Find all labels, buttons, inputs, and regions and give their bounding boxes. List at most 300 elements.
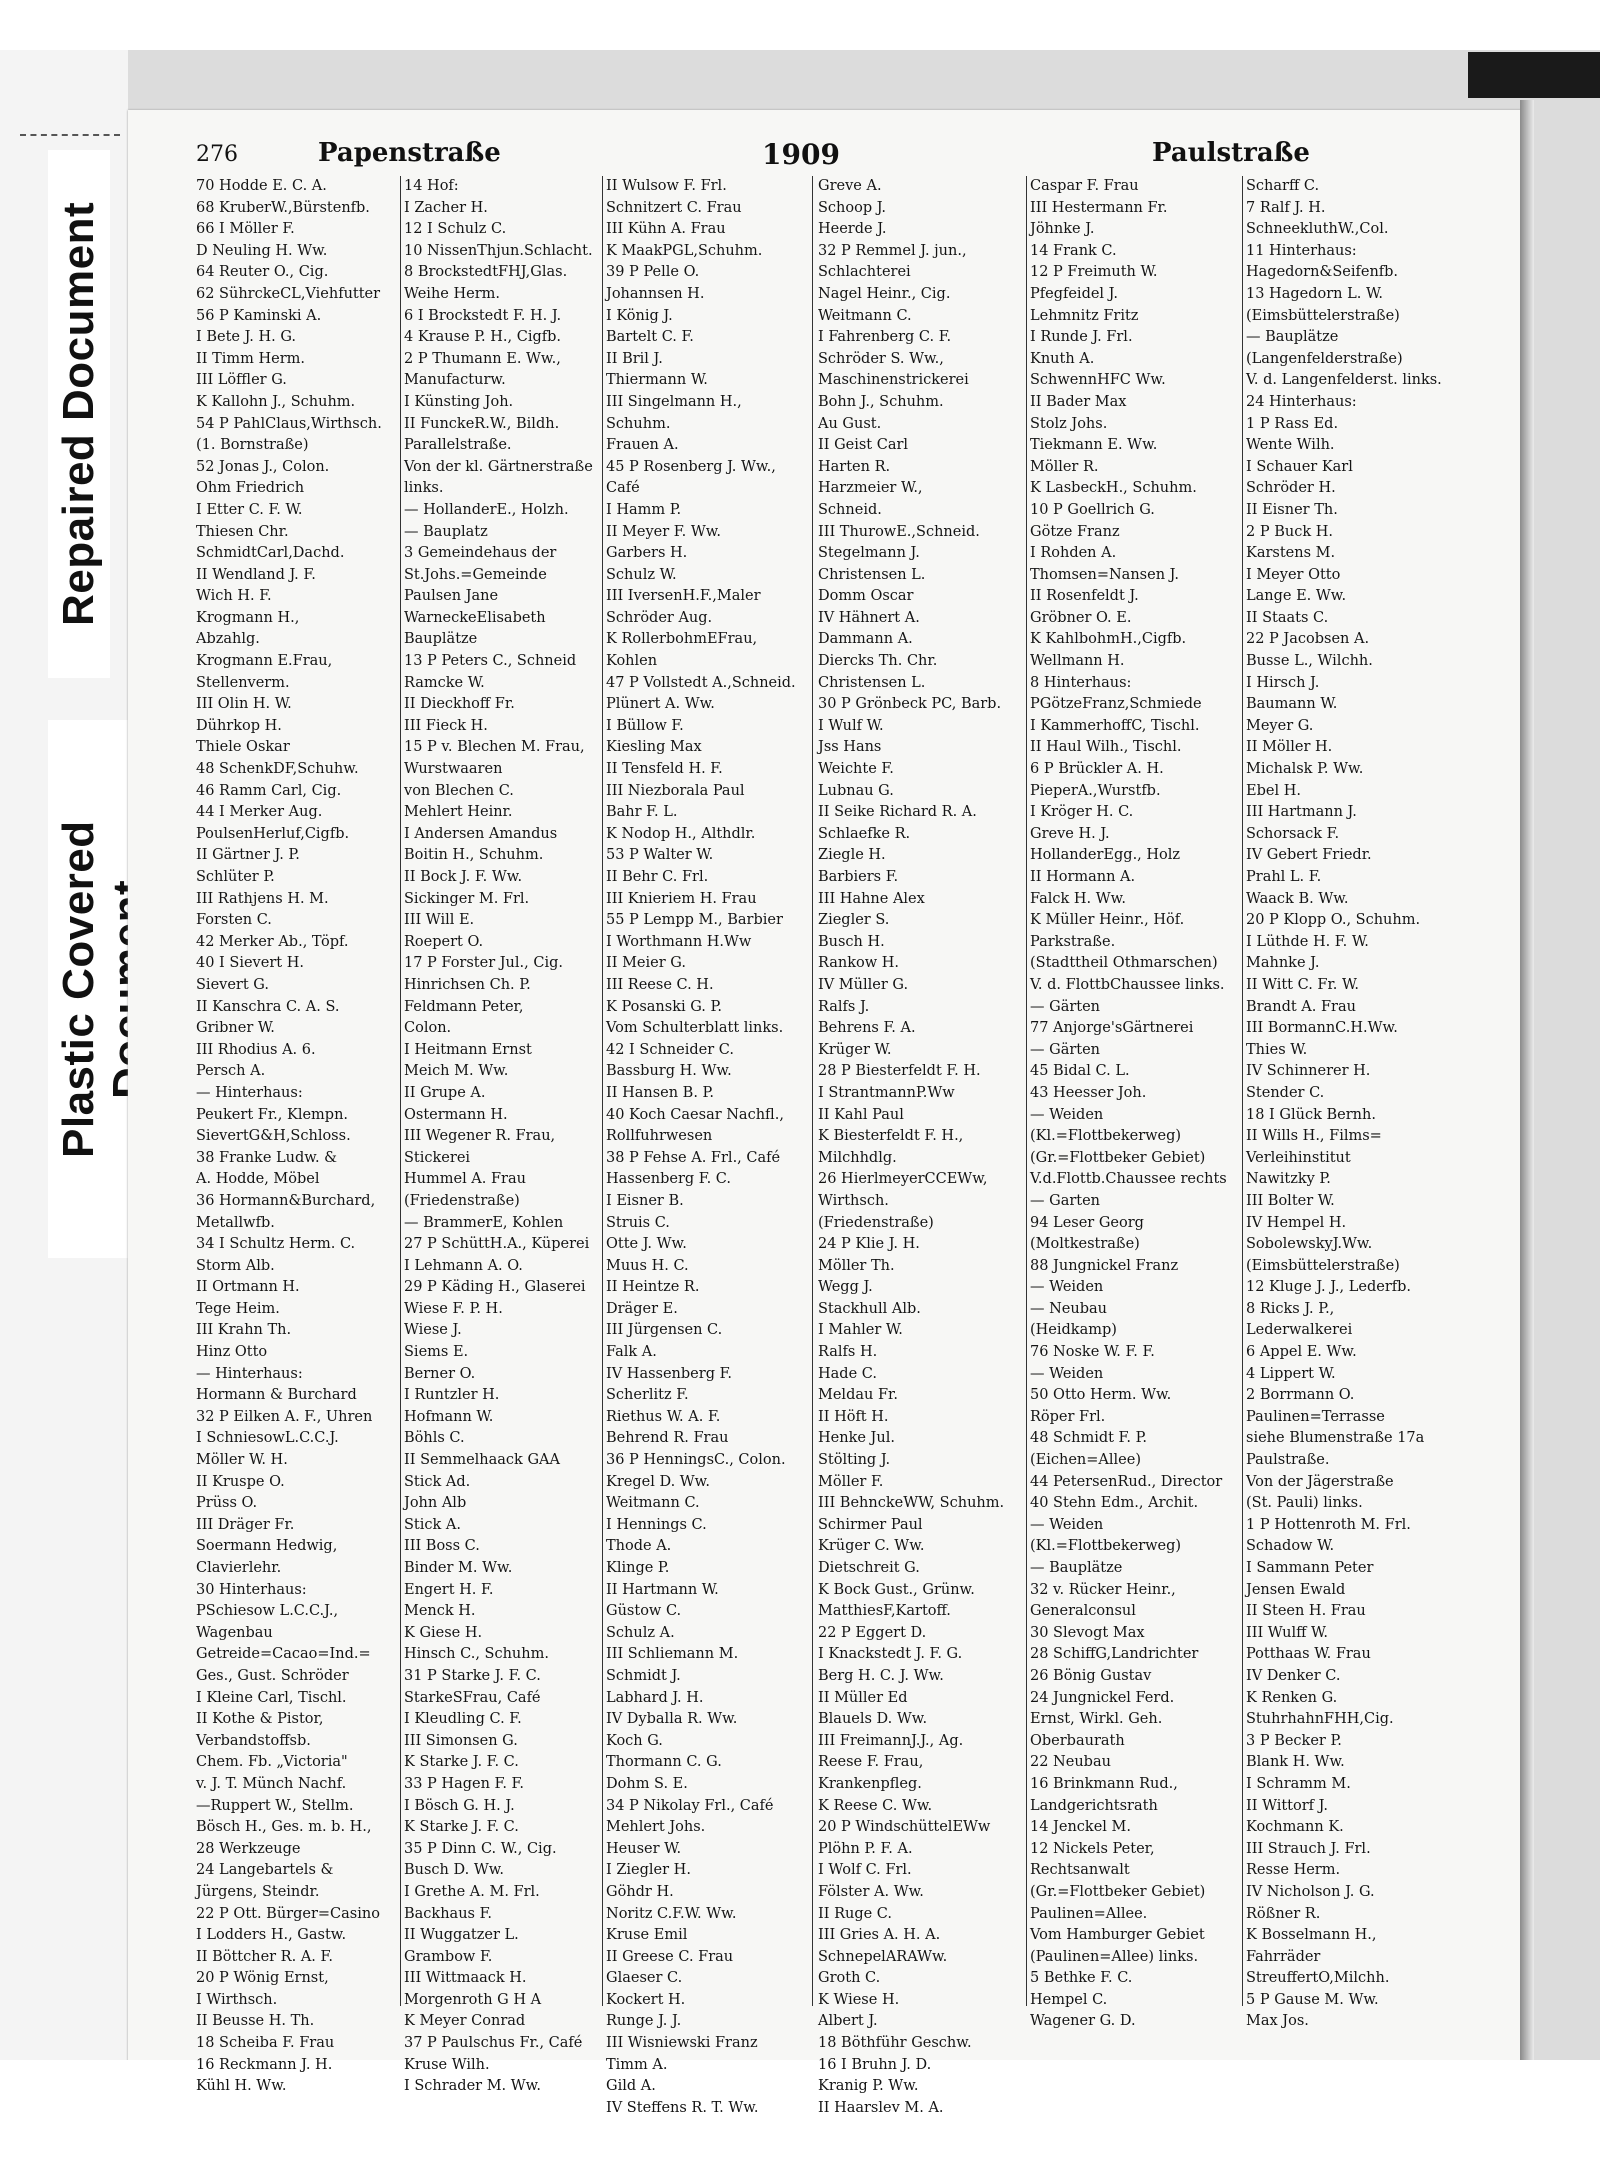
- directory-entry: (Friedenstraße): [818, 1214, 934, 1231]
- directory-entry: I Fahrenberg C. F.: [818, 329, 952, 346]
- directory-entry: I Lüthde H. F. W.: [1246, 933, 1369, 950]
- directory-entry: 6 P Brückler A. H.: [1030, 761, 1164, 778]
- directory-entry: IV Gebert Friedr.: [1246, 847, 1372, 864]
- page-binding-shadow: [1520, 100, 1534, 2060]
- directory-entry: 33 P Hagen F. F.: [404, 1775, 524, 1792]
- directory-entry: III Will E.: [404, 912, 475, 929]
- directory-entry: Ostermann H.: [404, 1106, 508, 1123]
- directory-entry: 32 P Remmel J. jun.,: [818, 242, 967, 259]
- directory-entry: Parallelstraße.: [404, 437, 512, 454]
- directory-entry: I Lehmann A. O.: [404, 1257, 523, 1274]
- directory-entry: Dührkop H.: [196, 717, 282, 734]
- directory-entry: Möller F.: [818, 1473, 884, 1490]
- directory-entry: Schneid.: [818, 501, 882, 518]
- directory-entry: Wiese J.: [404, 1322, 462, 1339]
- directory-column-5: [1030, 176, 1238, 2036]
- directory-entry: StarkeSFrau, Café: [404, 1689, 541, 1706]
- directory-entry: Greve H. J.: [1030, 825, 1110, 842]
- directory-entry: K Reese C. Ww.: [818, 1797, 933, 1814]
- directory-entry: 10 NissenThjun.Schlacht.: [404, 242, 593, 259]
- directory-entry: Muus H. C.: [606, 1257, 689, 1274]
- directory-entry: PGötzeFranz,Schmiede: [1030, 696, 1202, 713]
- directory-entry: 77 Anjorge'sGärtnerei: [1030, 1020, 1194, 1037]
- directory-entry: III FreimannJ.J., Ag.: [818, 1732, 964, 1749]
- directory-entry: III Wegener R. Frau,: [404, 1128, 556, 1145]
- directory-entry: Bösch H., Ges. m. b. H.,: [196, 1819, 372, 1836]
- directory-entry: I Wulf W.: [818, 717, 884, 734]
- directory-entry: Morgenroth G H A: [404, 1991, 542, 2008]
- directory-entry: III Kühn A. Frau: [606, 221, 726, 238]
- directory-entry: Stellenverm.: [196, 674, 290, 691]
- directory-entry: III Wisniewski Franz: [606, 2035, 758, 2052]
- directory-entry: Von der Jägerstraße: [1246, 1473, 1394, 1490]
- directory-entry: 36 P HenningsC., Colon.: [606, 1452, 786, 1469]
- directory-entry: Kiesling Max: [606, 739, 702, 756]
- directory-entry: IV Nicholson J. G.: [1246, 1883, 1375, 1900]
- directory-entry: 1 P Hottenroth M. Frl.: [1246, 1516, 1411, 1533]
- directory-entry: Engert H. F.: [404, 1581, 494, 1598]
- directory-entry: 44 I Merker Aug.: [196, 804, 323, 821]
- directory-entry: I Büllow F.: [606, 717, 684, 734]
- directory-entry: III Wulff W.: [1246, 1624, 1328, 1641]
- directory-entry: III Wittmaack H.: [404, 1970, 527, 1987]
- directory-entry: III Löffler G.: [196, 372, 287, 389]
- directory-entry: Jss Hans: [818, 739, 882, 756]
- directory-entry: Sievert G.: [196, 976, 269, 993]
- directory-entry: Harzmeier W.,: [818, 480, 923, 497]
- directory-entry: Hormann & Burchard: [196, 1387, 357, 1404]
- directory-entry: Lubnau G.: [818, 782, 894, 799]
- directory-entry: Busch D. Ww.: [404, 1862, 505, 1879]
- directory-entry: K Müller Heinr., Höf.: [1030, 912, 1185, 929]
- directory-entry: 26 HierlmeyerCCEWw,: [818, 1171, 988, 1188]
- directory-entry: — Hinterhaus:: [196, 1365, 303, 1382]
- directory-entry: Thomsen=Nansen J.: [1030, 566, 1179, 583]
- directory-entry: Möller Th.: [818, 1257, 895, 1274]
- directory-entry: 12 P Freimuth W.: [1030, 264, 1158, 281]
- directory-entry: III Krahn Th.: [196, 1322, 292, 1339]
- directory-entry: Wirthsch.: [818, 1192, 889, 1209]
- directory-entry: IV Dyballa R. Ww.: [606, 1711, 738, 1728]
- directory-entry: Feldmann Peter,: [404, 998, 524, 1015]
- directory-entry: Schlüter P.: [196, 869, 275, 885]
- directory-entry: Hade C.: [818, 1365, 877, 1382]
- directory-entry: Schröder H.: [1246, 480, 1336, 497]
- directory-entry: Hassenberg F. C.: [606, 1171, 731, 1188]
- directory-entry: Kohlen: [606, 653, 658, 670]
- directory-entry: Vom Hamburger Gebiet: [1030, 1927, 1205, 1944]
- directory-entry: I Knackstedt J. F. G.: [818, 1646, 963, 1663]
- directory-entry: I Kleine Carl, Tischl.: [196, 1689, 347, 1706]
- directory-entry: — Gärten: [1030, 998, 1101, 1015]
- directory-entry: I Runtzler H.: [404, 1387, 500, 1404]
- directory-entry: K MaakPGL,Schuhm.: [606, 242, 763, 259]
- directory-entry: — Weiden: [1030, 1365, 1104, 1382]
- directory-entry: I Bete J. H. G.: [196, 329, 297, 346]
- directory-entry: 22 P Jacobsen A.: [1246, 631, 1370, 648]
- directory-entry: siehe Blumenstraße 17a: [1246, 1430, 1425, 1447]
- directory-entry: Colon.: [404, 1020, 452, 1037]
- directory-entry: Rollfuhrwesen: [606, 1128, 713, 1145]
- directory-entry: Au Gust.: [818, 415, 882, 432]
- directory-entry: III Strauch J. Frl.: [1246, 1840, 1371, 1857]
- directory-entry: IV Hempel H.: [1246, 1214, 1347, 1231]
- directory-entry: Domm Oscar: [818, 588, 914, 605]
- directory-entry: Noritz C.F.W. Ww.: [606, 1905, 737, 1922]
- directory-entry: I StrantmannP.Ww: [818, 1084, 955, 1101]
- right-street-title: Paulstraße: [1152, 138, 1310, 168]
- directory-entry: Café: [606, 480, 640, 497]
- directory-entry: D Neuling H. Ww.: [196, 242, 328, 259]
- directory-entry: Knuth A.: [1030, 350, 1095, 367]
- directory-entry: 34 P Nikolay Frl., Café: [606, 1797, 774, 1814]
- directory-entry: III Hartmann J.: [1246, 804, 1357, 821]
- directory-entry: 12 Kluge J. J., Lederfb.: [1246, 1279, 1412, 1296]
- directory-entry: Getreide=Cacao=Ind.=: [196, 1646, 371, 1663]
- directory-entry: II Kahl Paul: [818, 1106, 904, 1123]
- directory-entry: III Hahne Alex: [818, 890, 925, 907]
- directory-entry: III Fieck H.: [404, 717, 488, 734]
- directory-entry: I Heitmann Ernst: [404, 1041, 532, 1058]
- directory-entry: 14 Hof:: [404, 178, 459, 194]
- directory-entry: Prüss O.: [196, 1495, 258, 1512]
- directory-entry: Stickerei: [404, 1149, 471, 1166]
- directory-entry: Schulz W.: [606, 566, 677, 583]
- directory-entry: Bohn J., Schuhm.: [818, 393, 944, 410]
- directory-entry: Jöhnke J.: [1030, 221, 1095, 238]
- directory-entry: Meldau Fr.: [818, 1387, 898, 1404]
- directory-entry: I Zacher H.: [404, 199, 488, 216]
- directory-entry: Meyer G.: [1246, 717, 1314, 734]
- directory-entry: III Reese C. H.: [606, 976, 714, 993]
- directory-entry: Backhaus F.: [404, 1905, 492, 1922]
- directory-entry: Menck H.: [404, 1603, 476, 1620]
- directory-entry: Persch A.: [196, 1063, 266, 1080]
- directory-entry: II Müller Ed: [818, 1689, 908, 1706]
- directory-entry: Scharff C.: [1246, 178, 1320, 194]
- directory-entry: I Runde J. Frl.: [1030, 329, 1133, 346]
- directory-entry: 66 I Möller F.: [196, 221, 295, 238]
- directory-entry: Paulinen=Terrasse: [1246, 1408, 1385, 1425]
- directory-entry: Kruse Wilh.: [404, 2056, 490, 2073]
- directory-entry: Rankow H.: [818, 955, 900, 972]
- directory-entry: Rößner R.: [1246, 1905, 1321, 1922]
- directory-entry: Mehlert Heinr.: [404, 804, 513, 821]
- directory-entry: Nawitzky P.: [1246, 1171, 1331, 1188]
- directory-entry: 2 P Thumann E. Ww.,: [404, 350, 561, 367]
- directory-entry: Wiese F. P. H.: [404, 1300, 503, 1317]
- directory-entry: II Wendland J. F.: [196, 566, 316, 583]
- directory-entry: Henke Jul.: [818, 1430, 895, 1447]
- directory-entry: links.: [404, 480, 444, 497]
- directory-entry: Krüger C. Ww.: [818, 1538, 925, 1555]
- directory-entry: 20 P Wönig Ernst,: [196, 1970, 329, 1987]
- directory-entry: Pfegfeidel J.: [1030, 285, 1118, 302]
- directory-entry: von Blechen C.: [404, 782, 514, 799]
- directory-entry: 18 I Glück Bernh.: [1246, 1106, 1376, 1123]
- directory-entry: Kruse Emil: [606, 1927, 688, 1944]
- directory-entry: I Grethe A. M. Frl.: [404, 1883, 540, 1900]
- directory-entry: HollanderEgg., Holz: [1030, 847, 1181, 864]
- directory-entry: K KahlbohmH.,Cigfb.: [1030, 631, 1187, 648]
- directory-entry: Behrend R. Frau: [606, 1430, 729, 1447]
- directory-entry: III Schliemann M.: [606, 1646, 739, 1663]
- margin-dash-line: [20, 134, 120, 136]
- directory-entry: II Möller H.: [1246, 739, 1333, 756]
- directory-entry: (Gr.=Flottbeker Gebiet): [1030, 1149, 1206, 1166]
- directory-entry: II Böttcher R. A. F.: [196, 1948, 333, 1965]
- directory-entry: Berner O.: [404, 1365, 476, 1382]
- directory-entry: Albert J.: [818, 2013, 878, 2030]
- directory-entry: Stender C.: [1246, 1084, 1325, 1101]
- directory-entry: Greve A.: [818, 178, 882, 194]
- directory-entry: 5 P Gause M. Ww.: [1246, 1991, 1379, 2008]
- directory-entry: Schnitzert C. Frau: [606, 199, 742, 216]
- directory-entry: III Jürgensen C.: [606, 1322, 723, 1339]
- directory-entry: II Meier G.: [606, 955, 686, 972]
- directory-entry: III Rathjens H. M.: [196, 890, 329, 907]
- column-divider: [1026, 176, 1027, 2006]
- directory-entry: Busse L., Wilchh.: [1246, 653, 1373, 670]
- directory-entry: 16 Reckmann J. H.: [196, 2056, 333, 2073]
- directory-entry: Rechtsanwalt: [1030, 1862, 1130, 1879]
- directory-entry: Vom Schulterblatt links.: [606, 1020, 784, 1037]
- directory-entry: 1 P Rass Ed.: [1246, 415, 1339, 432]
- directory-entry: SchnepelARAWw.: [818, 1948, 948, 1965]
- directory-entry: Kranig P. Ww.: [818, 2078, 919, 2095]
- directory-entry: (Kl.=Flottbekerweg): [1030, 1538, 1182, 1555]
- directory-entry: III BormannC.H.Ww.: [1246, 1020, 1398, 1037]
- directory-entry: Brandt A. Frau: [1246, 998, 1356, 1015]
- directory-entry: 54 P PahlClaus,Wirthsch.: [196, 415, 382, 432]
- directory-entry: 35 P Dinn C. W., Cig.: [404, 1840, 557, 1857]
- directory-entry: Schoop J.: [818, 199, 887, 216]
- directory-entry: K Posanski G. P.: [606, 998, 722, 1015]
- directory-entry: Schlaefke R.: [818, 825, 911, 842]
- directory-entry: K Bock Gust., Grünw.: [818, 1581, 975, 1598]
- directory-entry: Ramcke W.: [404, 674, 485, 691]
- directory-entry: 6 Appel E. Ww.: [1246, 1344, 1357, 1361]
- directory-entry: II Timm Herm.: [196, 350, 305, 367]
- directory-entry: II Beusse H. Th.: [196, 2013, 315, 2030]
- directory-entry: 4 Krause P. H., Cigfb.: [404, 329, 561, 346]
- directory-entry: Struis C.: [606, 1214, 670, 1231]
- directory-entry: III Rhodius A. 6.: [196, 1041, 316, 1058]
- directory-entry: 45 P Rosenberg J. Ww.,: [606, 458, 776, 475]
- directory-entry: II Ortmann H.: [196, 1279, 300, 1296]
- directory-entry: K Starke J. F. C.: [404, 1819, 519, 1836]
- directory-entry: Plöhn P. F. A.: [818, 1840, 913, 1857]
- directory-entry: I Schramm M.: [1246, 1775, 1351, 1792]
- directory-entry: 76 Noske W. F. F.: [1030, 1344, 1155, 1361]
- directory-entry: Ralfs H.: [818, 1344, 878, 1361]
- directory-entry: Thormann C. G.: [606, 1754, 722, 1771]
- directory-entry: Paulstraße.: [1246, 1452, 1330, 1469]
- directory-entry: (Stadttheil Othmarschen): [1030, 955, 1218, 972]
- directory-entry: Soermann Hedwig,: [196, 1538, 338, 1555]
- directory-entry: Blank H. Ww.: [1246, 1754, 1345, 1771]
- directory-entry: 26 Bönig Gustav: [1030, 1667, 1152, 1684]
- directory-entry: Schröder S. Ww.,: [818, 350, 944, 367]
- directory-entry: Paulsen Jane: [404, 588, 499, 605]
- directory-entry: 18 Böthführ Geschw.: [818, 2035, 972, 2052]
- directory-entry: II Steen H. Frau: [1246, 1603, 1366, 1620]
- directory-entry: Möller W. H.: [196, 1452, 288, 1469]
- directory-entry: Harten R.: [818, 458, 891, 475]
- directory-entry: Stick Ad.: [404, 1473, 471, 1490]
- directory-entry: 11 Hinterhaus:: [1246, 242, 1357, 259]
- directory-entry: II Greese C. Frau: [606, 1948, 734, 1965]
- directory-entry: SchneekluthW.,Col.: [1246, 221, 1389, 238]
- directory-entry: Dräger E.: [606, 1300, 678, 1317]
- directory-entry: I Kleudling C. F.: [404, 1711, 522, 1728]
- directory-entry: II Hormann A.: [1030, 869, 1136, 885]
- directory-entry: 68 KruberW.,Bürstenfb.: [196, 199, 370, 216]
- directory-entry: v. J. T. Münch Nachf.: [196, 1775, 347, 1792]
- plastic-covered-document-label: Plastic Covered: [48, 720, 160, 1258]
- directory-entry: II Bril J.: [606, 350, 663, 367]
- directory-entry: Wente Wilh.: [1246, 437, 1335, 454]
- directory-entry: Heuser W.: [606, 1840, 682, 1857]
- directory-entry: 46 Ramm Carl, Cig.: [196, 782, 342, 799]
- directory-entry: — Bauplätze: [1246, 329, 1339, 346]
- directory-entry: Chem. Fb. „Victoria": [196, 1754, 348, 1771]
- directory-entry: Weitmann C.: [818, 307, 912, 324]
- directory-entry: Falk A.: [606, 1344, 657, 1361]
- directory-entry: III ThurowE.,Schneid.: [818, 523, 980, 540]
- directory-entry: Bauplätze: [404, 631, 478, 648]
- directory-entry: 29 P Käding H., Glaserei: [404, 1279, 586, 1296]
- directory-entry: Dohm S. E.: [606, 1775, 688, 1792]
- directory-entry: 56 P Kaminski A.: [196, 307, 322, 324]
- directory-entry: K Kallohn J., Schuhm.: [196, 393, 356, 410]
- directory-entry: Hagedorn&Seifenfb.: [1246, 264, 1399, 281]
- directory-entry: 20 P Klopp O., Schuhm.: [1246, 912, 1421, 929]
- directory-entry: Bassburg H. Ww.: [606, 1063, 732, 1080]
- directory-entry: Glaeser C.: [606, 1970, 683, 1987]
- directory-entry: Meich M. Ww.: [404, 1063, 509, 1080]
- directory-entry: Dietschreit G.: [818, 1560, 920, 1576]
- directory-entry: II Wills H., Films=: [1246, 1128, 1382, 1145]
- directory-entry: 36 Hormann&Burchard,: [196, 1192, 376, 1209]
- directory-entry: III Gries A. H. A.: [818, 1927, 941, 1944]
- directory-entry: I Schrader M. Ww.: [404, 2078, 541, 2095]
- directory-entry: IV Steffens R. T. Ww.: [606, 2099, 759, 2116]
- directory-entry: WarneckeElisabeth: [404, 609, 546, 626]
- directory-entry: II Semmelhaack GAA: [404, 1452, 560, 1469]
- directory-entry: Bahr F. L.: [606, 804, 678, 821]
- directory-entry: I Worthmann H.Ww: [606, 933, 752, 950]
- directory-entry: Resse Herm.: [1246, 1862, 1341, 1879]
- directory-entry: Wellmann H.: [1030, 653, 1125, 670]
- directory-entry: II Hartmann W.: [606, 1581, 719, 1598]
- directory-entry: Manufacturw.: [404, 372, 506, 389]
- directory-entry: I Andersen Amandus: [404, 825, 558, 842]
- directory-entry: I Hirsch J.: [1246, 674, 1320, 691]
- directory-entry: — Bauplätze: [1030, 1560, 1123, 1576]
- directory-column-3: [606, 176, 810, 2116]
- directory-entry: StuhrhahnFHH,Cig.: [1246, 1711, 1394, 1728]
- directory-entry: Riethus W. A. F.: [606, 1408, 721, 1425]
- directory-entry: (St. Pauli) links.: [1246, 1495, 1363, 1512]
- directory-entry: 88 Jungnickel Franz: [1030, 1257, 1179, 1274]
- directory-entry: K Bosselmann H.,: [1246, 1927, 1377, 1944]
- directory-entry: V. d. Langenfelderst. links.: [1246, 372, 1442, 389]
- directory-entry: V. d. FlottbChaussee links.: [1030, 976, 1225, 993]
- directory-entry: 14 Jenckel M.: [1030, 1819, 1131, 1836]
- directory-entry: II Ruge C.: [818, 1905, 892, 1922]
- directory-entry: Berg H. C. J. Ww.: [818, 1667, 944, 1684]
- directory-entry: IV Schinnerer H.: [1246, 1063, 1371, 1080]
- directory-entry: SievertG&H,Schloss.: [196, 1128, 351, 1145]
- directory-entry: Otte J. Ww.: [606, 1236, 687, 1253]
- directory-entry: 28 Werkzeuge: [196, 1840, 301, 1857]
- directory-entry: Reese F. Frau,: [818, 1754, 924, 1771]
- directory-entry: III Niezborala Paul: [606, 782, 745, 799]
- directory-entry: 30 Slevogt Max: [1030, 1624, 1145, 1641]
- directory-entry: Jürgens, Steindr.: [196, 1883, 320, 1900]
- directory-entry: III Hestermann Fr.: [1030, 199, 1168, 216]
- directory-entry: I Schauer Karl: [1246, 458, 1353, 475]
- directory-entry: (Eimsbüttelerstraße): [1246, 307, 1400, 324]
- directory-entry: (Eichen=Allee): [1030, 1452, 1141, 1469]
- column-divider: [400, 176, 401, 2006]
- directory-entry: Waack B. Ww.: [1246, 890, 1349, 907]
- directory-entry: II Gärtner J. P.: [196, 847, 300, 864]
- directory-entry: II Wuggatzer L.: [404, 1927, 519, 1944]
- directory-entry: SchmidtCarl,Dachd.: [196, 545, 345, 562]
- directory-entry: I Ziegler H.: [606, 1862, 691, 1879]
- directory-entry: II Geist Carl: [818, 437, 909, 454]
- directory-entry: II Rosenfeldt J.: [1030, 588, 1139, 605]
- directory-entry: II Haarslev M. A.: [818, 2099, 944, 2116]
- directory-entry: 15 P v. Blechen M. Frau,: [404, 739, 585, 756]
- directory-entry: II Wulsow F. Frl.: [606, 178, 727, 194]
- directory-entry: 34 I Schultz Herm. C.: [196, 1236, 356, 1253]
- directory-entry: 5 Bethke F. C.: [1030, 1970, 1133, 1987]
- directory-entry: Schirmer Paul: [818, 1516, 923, 1533]
- page-number: 276: [196, 142, 238, 167]
- directory-column-6: [1246, 176, 1446, 2036]
- directory-entry: 40 Koch Caesar Nachfl.,: [606, 1106, 784, 1123]
- directory-entry: I KammerhoffC, Tischl.: [1030, 717, 1200, 734]
- directory-entry: Wagener G. D.: [1030, 2013, 1136, 2030]
- directory-entry: Thiesen Chr.: [196, 523, 289, 540]
- directory-entry: Tege Heim.: [196, 1300, 280, 1317]
- directory-entry: 27 P SchüttH.A., Küperei: [404, 1236, 590, 1253]
- directory-entry: (Moltkestraße): [1030, 1236, 1140, 1253]
- directory-entry: Christensen L.: [818, 674, 926, 691]
- directory-entry: Kregel D. Ww.: [606, 1473, 710, 1490]
- directory-entry: 55 P Lempp M., Barbier: [606, 912, 783, 929]
- directory-entry: I Wolf C. Frl.: [818, 1862, 912, 1879]
- directory-entry: 64 Reuter O., Cig.: [196, 264, 329, 281]
- directory-entry: Roepert O.: [404, 933, 484, 950]
- directory-entry: 40 I Sievert H.: [196, 955, 304, 972]
- directory-entry: Blauels D. Ww.: [818, 1711, 928, 1728]
- directory-entry: 47 P Vollstedt A.,Schneid.: [606, 674, 796, 691]
- directory-entry: 39 P Pelle O.: [606, 264, 700, 281]
- directory-entry: PoulsenHerluf,Cigfb.: [196, 825, 350, 842]
- directory-entry: Runge J. J.: [606, 2013, 682, 2030]
- directory-entry: III Knieriem H. Frau: [606, 890, 757, 907]
- directory-entry: Sickinger M. Frl.: [404, 890, 530, 907]
- directory-entry: 24 Jungnickel Ferd.: [1030, 1689, 1175, 1706]
- directory-entry: Schuhm.: [606, 415, 671, 432]
- directory-entry: Falck H. Ww.: [1030, 890, 1126, 907]
- directory-entry: 2 P Buck H.: [1246, 523, 1333, 540]
- directory-entry: 7 Ralf J. H.: [1246, 199, 1326, 216]
